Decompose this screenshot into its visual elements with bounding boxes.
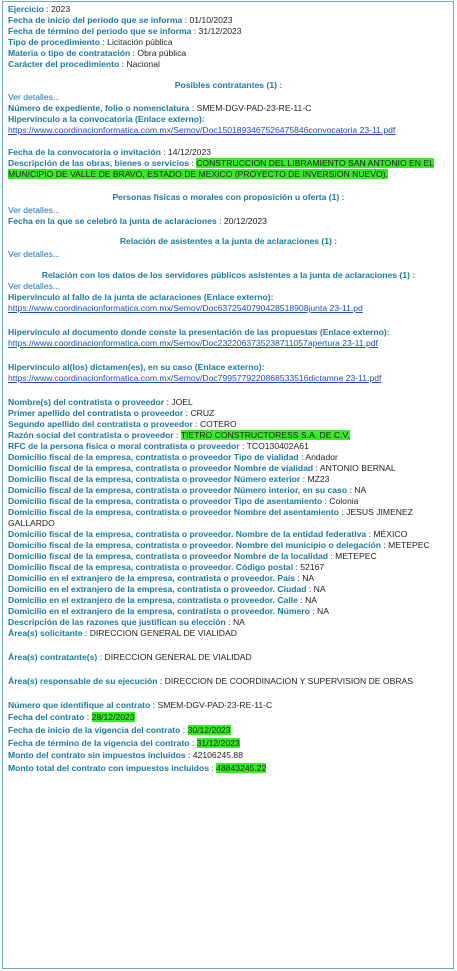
field-materia: Materia o tipo de contratación : Obra pública: [8, 48, 187, 58]
monto-total-value: 48843245.22: [216, 763, 267, 773]
field-descripcion: Descripción de las obras, bienes o servicios : CONSTRUCCION DEL LIBRAMIENTO SAN ANTONIO EN EL MUNICIPIO DE VALLE DE BRAVO, ESTADO DE MEXICO (PROYECTO DE INVERSION NUEVO).: [8, 158, 434, 179]
field-ext-ciudad: Domicilio en el extranjero de la empresa, contratista o proveedor. Ciudad : NA: [8, 584, 326, 594]
field-ext-numero: Domicilio en el extranjero de la empresa, contratista o proveedor. Número : NA: [8, 606, 329, 616]
section-personas: Personas físicas o morales con proposición u oferta (1) :: [112, 192, 345, 202]
field-numero-interior: Domicilio fiscal de la empresa, contratista o proveedor Número interior, en su caso : NA: [8, 485, 367, 495]
field-localidad: Domicilio fiscal de la empresa, contratista o proveedor Nombre de la localidad : METEPEC: [8, 551, 377, 561]
field-dictamen: Hipervínculo al(los) dictamen(es), en su caso (Enlace externo):: [8, 362, 265, 372]
field-razones: Descripción de las razones que justifican su elección : NA: [8, 617, 245, 627]
field-area-responsable: Área(s) responsable de su ejecución : DIRECCION DE COORDINACION Y SUPERVISION DE OBRAS: [8, 676, 413, 686]
field-razon-social: Razón social del contratista o proveedor : TIETRO CONSTRUCTORESS S.A. DE C.V.: [8, 430, 350, 440]
field-hipervinculo-convocatoria: Hipervínculo a la convocatoria (Enlace externo):: [8, 114, 205, 124]
field-propuestas: Hipervínculo al documento donde conste la presentación de las propuestas (Enlace externo): https://www.coordinacionformatica.com.mx/Semov/Doc2322063735238711057apertura 23-11.pdf: [8, 327, 390, 348]
field-fecha-inicio: Fecha de inicio del periodo que se informa : 01/10/2023: [8, 15, 233, 25]
fecha-contrato-value: 28/12/2023: [91, 712, 135, 722]
field-fecha-convocatoria: Fecha de la convocatoria o invitación : 14/12/2023: [8, 147, 212, 157]
convocatoria-link[interactable]: https://www.coordinacionformatica.com.mx/Semov/Doc1501893467526475846convocatoria 23-11.pdf: [8, 125, 396, 135]
section-posibles-contratantes: Posibles contratantes (1) :: [174, 80, 283, 90]
field-entidad-federativa: Domicilio fiscal de la empresa, contratista o proveedor. Nombre de la entidad federativa : MÉXICO: [8, 529, 408, 539]
field-tipo-procedimiento: Tipo de procedimiento : Licitación pública: [8, 37, 173, 47]
ver-detalles-link[interactable]: Ver detalles...: [8, 281, 61, 291]
field-ext-pais: Domicilio en el extranjero de la empresa, contratista o proveedor. País : NA: [8, 573, 315, 583]
field-fecha-termino: Fecha de término del periodo que se informa : 31/12/2023: [8, 26, 242, 36]
field-ext-calle: Domicilio en el extranjero de la empresa, contratista o proveedor. Calle : NA: [8, 595, 318, 605]
section-asistentes: Relación de asistentes a la junta de aclaraciones (1) :: [119, 236, 338, 246]
field-fecha-junta: Fecha en la que se celebró la junta de aclaraciones : 20/12/2023: [8, 216, 267, 226]
field-ejercicio: Ejercicio : 2023: [8, 4, 71, 14]
field-numero-exterior: Domicilio fiscal de la empresa, contratista o proveedor Número exterior : MZ23: [8, 474, 330, 484]
termino-vigencia-value: 31/12/2023: [196, 738, 240, 748]
record-panel: [2, 1, 454, 969]
field-numero-contrato: Número que identifique al contrato : SMEM-DGV-PAD-23-RE-11-C: [8, 700, 273, 710]
field-codigo-postal: Domicilio fiscal de la empresa, contratista o proveedor. Código postal : 52167: [8, 562, 325, 572]
fallo-link[interactable]: https://www.coordinacionformatica.com.mx/Semov/Doc6372540790428518908junta 23-11.pd: [8, 303, 363, 313]
razon-social-value: TIETRO CONSTRUCTORESS S.A. DE C.V.: [180, 430, 350, 440]
field-caracter: Carácter del procedimiento : Nacional: [8, 59, 160, 69]
inicio-vigencia-value: 30/12/2023: [187, 725, 231, 735]
ver-detalles-link[interactable]: Ver detalles...: [8, 92, 61, 102]
field-termino-vigencia: Fecha de término de la vigencia del contrato : 31/12/2023: [8, 738, 240, 748]
field-area-solicitante: Área(s) solicitante : DIRECCION GENERAL DE VIALIDAD: [8, 628, 237, 638]
propuestas-link[interactable]: https://www.coordinacionformatica.com.mx/Semov/Doc2322063735238711057apertura 23-11.pdf: [8, 338, 378, 348]
descripcion-value: CONSTRUCCION DEL LIBRAMIENTO SAN ANTONIO EN EL MUNICIPIO DE VALLE DE BRAVO, ESTADO DE MEXICO (PROYECTO DE INVERSION NUEVO).: [8, 158, 434, 179]
field-fecha-contrato: Fecha del contrato : 28/12/2023: [8, 712, 135, 722]
field-expediente: Número de expediente, folio o nomenclatura : SMEM-DGV-PAD-23-RE-11-C: [8, 103, 312, 113]
field-nombre-asentamiento: Domicilio fiscal de la empresa, contratista o proveedor Nombre del asentamiento : JESUS JIMENEZ GALLARDO: [8, 507, 413, 528]
field-municipio: Domicilio fiscal de la empresa, contratista o proveedor. Nombre del municipio o delegación : METEPEC: [8, 540, 430, 550]
field-monto-total: Monto total del contrato con impuestos incluidos : 48843245.22: [8, 763, 267, 773]
field-inicio-vigencia: Fecha de inicio de la vigencia del contrato : 30/12/2023: [8, 725, 231, 735]
section-servidores: Relación con los datos de los servidores públicos asistentes a la junta de aclaraciones (1) :: [41, 270, 416, 280]
field-area-contratante: Área(s) contratante(s) : DIRECCION GENERAL DE VIALIDAD: [8, 652, 252, 662]
field-rfc: RFC de la persona física o moral contratista o proveedor : TCO130402A61: [8, 441, 309, 451]
field-tipo-asentamiento: Domicilio fiscal de la empresa, contratista o proveedor Tipo de asentamiento : Colonia: [8, 496, 359, 506]
field-monto-sin-impuestos: Monto del contrato sin impuestos incluidos : 42106245.88: [8, 750, 243, 760]
field-tipo-vialidad: Domicilio fiscal de la empresa, contratista o proveedor Tipo de vialidad : Andador: [8, 452, 338, 462]
field-primer-apellido: Primer apellido del contratista o proveedor : CRUZ: [8, 408, 215, 418]
ver-detalles-link[interactable]: Ver detalles...: [8, 249, 61, 259]
field-nombre-vialidad: Domicilio fiscal de la empresa, contratista o proveedor Nombre de vialidad : ANTONIO BERNAL: [8, 463, 396, 473]
field-nombre-contratista: Nombre(s) del contratista o proveedor : JOEL: [8, 397, 193, 407]
field-segundo-apellido: Segundo apellido del contratista o proveedor : COTERO: [8, 419, 237, 429]
dictamen-link[interactable]: https://www.coordinacionformatica.com.mx/Semov/Doc7995779220868533516dictamne 23-11.pdf: [8, 373, 382, 383]
ver-detalles-link[interactable]: Ver detalles...: [8, 205, 61, 215]
field-fallo: Hipervínculo al fallo de la junta de aclaraciones (Enlace externo):: [8, 292, 274, 302]
